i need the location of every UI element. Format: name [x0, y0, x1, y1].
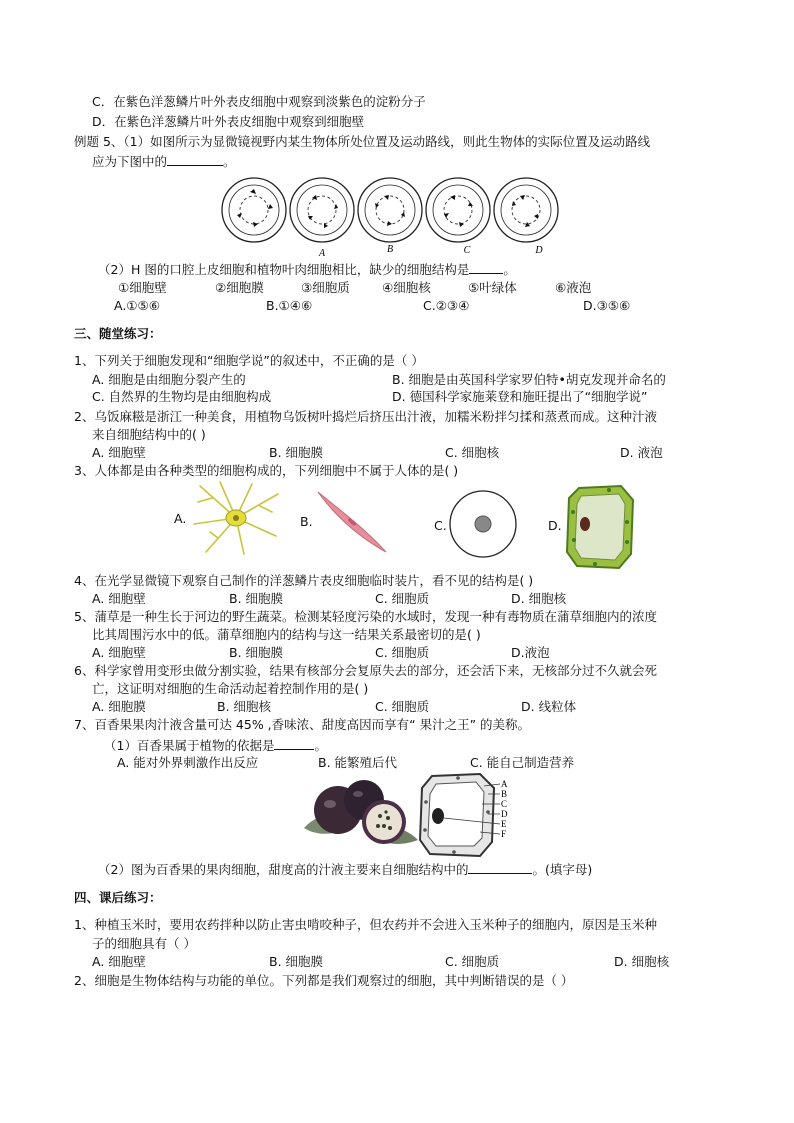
- structure-item: ⑤叶绿体: [468, 280, 517, 295]
- q4-2-stem: 2、细胞是生物体结构与功能的单位。下列都是我们观察过的细胞，其中判断错误的是（ ）: [74, 973, 574, 988]
- answer-blank: [274, 737, 314, 750]
- q4-1-opt: C. 细胞质: [445, 954, 500, 969]
- structure-item: ④细胞核: [382, 280, 431, 295]
- q3-6-stem-2: 亡，这证明对细胞的生命活动起着控制作用的是( ): [92, 681, 369, 696]
- q3-7-opt: C. 能自己制造营养: [470, 755, 575, 770]
- circle-h: [222, 178, 286, 242]
- q4-1-stem-2: 子的细胞具有（ ）: [92, 936, 196, 951]
- neuron-cell-image: [190, 480, 282, 556]
- circle-b: [358, 178, 422, 242]
- q3-4-opt: D. 细胞核: [511, 591, 567, 606]
- q3-7-stem: 7、百香果果肉汁液含量可达 45% ,香味浓、甜度高因而享有“ 果汁之王” 的美称。: [74, 717, 531, 732]
- q3-5-stem: 5、蒲草是一种生长于河边的野生蔬菜。检测某轻度污染的水域时，发现一种有毒物质在蒲草细胞内的浓度: [74, 609, 657, 624]
- circle-label-c: C: [463, 245, 471, 256]
- choice-a: A.①⑤⑥: [114, 298, 160, 313]
- q3-5-stem-2: 比其周围污水中的低。蒲草细胞内的结构与这一结果关系最密切的是( ): [92, 627, 481, 642]
- circle-label-b: B: [386, 244, 394, 255]
- q3-7-sub2: （2）图为百香果的果肉细胞，甜度高的汁液主要来自细胞结构中的 。(填字母): [98, 862, 593, 877]
- q3-2-stem-2: 来自细胞结构中的( ): [92, 427, 206, 442]
- muscle-cell-image: [314, 488, 390, 556]
- q3-6-opt: A. 细胞膜: [92, 699, 146, 714]
- q3-6-stem: 6、科学家曾用变形虫做分割实验，结果有核部分会复原失去的部分，还会活下来，无核部分过不久就会死: [74, 663, 657, 678]
- option-c: C．在紫色洋葱鳞片叶外表皮细胞中观察到淡紫色的淀粉分子: [92, 94, 426, 109]
- q3-4-stem: 4、在光学显微镜下观察自己制作的洋葱鳞片表皮细胞临时装片，看不见的结构是( ): [74, 573, 534, 588]
- q3-5-opt: C. 细胞质: [375, 645, 430, 660]
- q4-1-opt: A. 细胞壁: [92, 954, 146, 969]
- q3-3-label-b: B.: [300, 514, 313, 529]
- q3-1-a: A. 细胞是由细胞分裂产生的: [92, 372, 246, 387]
- example5-stem: 例题 5、（1）如图所示为显微镜视野内某生物体所处位置及运动路线，则此生物体的实际位置及运动路线: [74, 134, 651, 149]
- q3-1-b: B. 细胞是由英国科学家罗伯特•胡克发现并命名的: [392, 372, 666, 387]
- q3-7-opt: B. 能繁殖后代: [318, 755, 398, 770]
- q3-3-stem: 3、人体都是由各种类型的细胞构成的，下列细胞中不属于人体的是( ): [74, 463, 459, 478]
- q3-2-stem: 2、乌饭麻糍是浙江一种美食，用植物乌饭树叶捣烂后挤压出汁液，加糯米粉拌匀揉和蒸煮而成。这种汁液: [74, 409, 657, 424]
- q3-6-opt: B. 细胞核: [217, 699, 272, 714]
- example5-stem-2: 应为下图中的 。: [92, 154, 236, 169]
- section4-heading: 四、课后练习：: [74, 890, 162, 905]
- q3-3-label-a: A.: [174, 511, 187, 526]
- fruit-cell-diagram: [418, 772, 518, 858]
- q3-3-label-c: C.: [434, 518, 447, 533]
- q3-4-opt: B. 细胞膜: [229, 591, 284, 606]
- structure-item: ③细胞质: [301, 280, 350, 295]
- diagram-label-f: F: [501, 829, 507, 839]
- q4-1-opt: B. 细胞膜: [269, 954, 324, 969]
- structure-item: ①细胞壁: [118, 280, 167, 295]
- q3-2-opt: C. 细胞核: [445, 445, 500, 460]
- round-cell-image: [448, 489, 518, 559]
- diagram-label-b: B: [501, 789, 508, 799]
- circle-label-d: D: [535, 245, 543, 256]
- structure-item: ⑥液泡: [555, 280, 592, 295]
- answer-blank: [468, 861, 532, 874]
- q3-1-c: C. 自然界的生物均是由细胞构成: [92, 389, 272, 404]
- example5-q2: （2）H 图的口腔上皮细胞和植物叶肉细胞相比，缺少的细胞结构是 。: [98, 262, 516, 277]
- q3-7-sub1: （1）百香果属于植物的依据是 。: [104, 738, 327, 753]
- q3-7-opt: A. 能对外界刺激作出反应: [117, 755, 259, 770]
- q3-1-d: D. 德国科学家施莱登和施旺提出了“细胞学说”: [392, 389, 648, 404]
- q3-6-opt: C. 细胞质: [375, 699, 430, 714]
- q3-3-label-d: D.: [548, 518, 562, 533]
- circle-c: [426, 178, 490, 242]
- q3-4-opt: A. 细胞壁: [92, 591, 146, 606]
- circle-d: [494, 178, 558, 242]
- q3-2-opt: A. 细胞壁: [92, 445, 146, 460]
- choice-d: D.③⑤⑥: [583, 298, 631, 313]
- q3-2-opt: B. 细胞膜: [269, 445, 324, 460]
- q3-4-opt: C. 细胞质: [375, 591, 430, 606]
- q4-1-opt: D. 细胞核: [614, 954, 670, 969]
- section3-heading: 三、随堂练习：: [74, 326, 162, 341]
- answer-blank: [167, 153, 223, 166]
- answer-blank: [469, 261, 503, 274]
- diagram-label-e: E: [501, 819, 507, 829]
- circle-label-a: A: [318, 248, 326, 259]
- passion-fruit-image: [300, 774, 420, 852]
- circle-a: [290, 178, 354, 242]
- q3-1-stem: 1、下列关于细胞发现和“细胞学说”的叙述中，不正确的是（ ）: [74, 353, 424, 368]
- q3-5-opt: B. 细胞膜: [229, 645, 284, 660]
- choice-b: B.①④⑥: [266, 298, 313, 313]
- q4-1-stem: 1、种植玉米时，要用农药拌种以防止害虫啃咬种子，但农药并不会进入玉米种子的细胞内，原因是玉米种: [74, 917, 657, 932]
- diagram-label-a: A: [501, 779, 508, 789]
- choice-c: C.②③④: [423, 298, 470, 313]
- diagram-label-d: D: [501, 809, 508, 819]
- q3-5-opt: A. 细胞壁: [92, 645, 146, 660]
- structure-item: ②细胞膜: [215, 280, 264, 295]
- q3-5-opt: D.液泡: [511, 645, 550, 660]
- diagram-label-c: C: [501, 799, 508, 809]
- plant-cell-image: [565, 482, 635, 570]
- option-d: D．在紫色洋葱鳞片叶外表皮细胞中观察到细胞壁: [92, 114, 365, 129]
- microscope-circles-figure: [214, 174, 570, 260]
- q3-2-opt: D. 液泡: [620, 445, 663, 460]
- q3-6-opt: D. 线粒体: [521, 699, 577, 714]
